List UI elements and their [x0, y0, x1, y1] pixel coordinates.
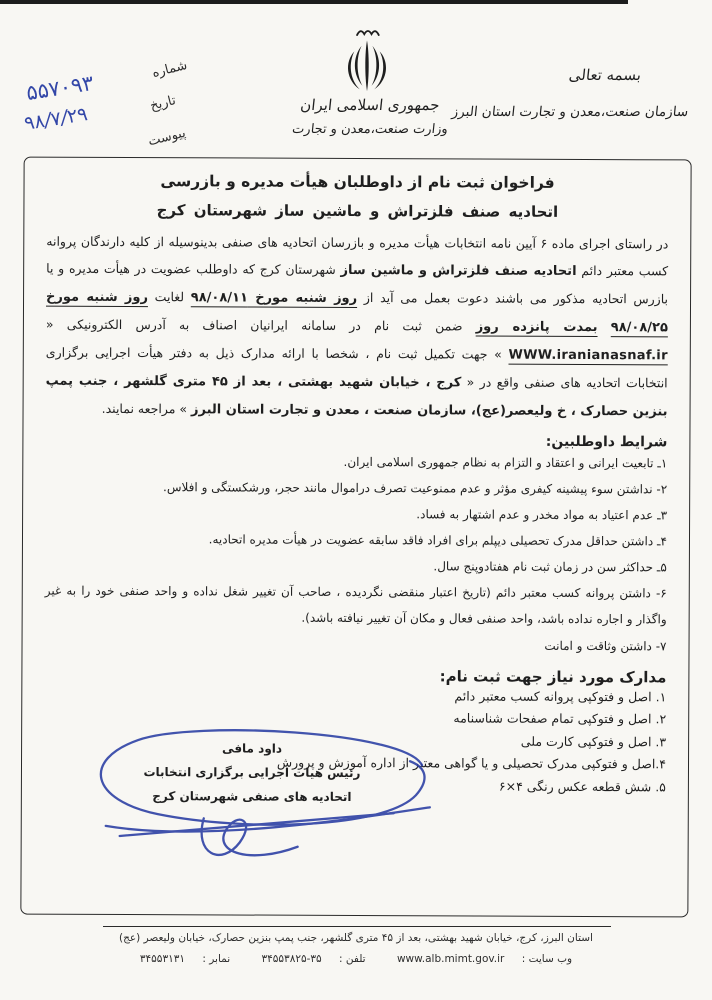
- signature-name: داود مافی: [222, 741, 283, 756]
- condition-item: ۳ـ عدم اعتیاد به مواد مخدر و عدم اشتهار به فساد.: [416, 507, 668, 523]
- conditions-heading: شرایط داوطلبین:: [545, 433, 668, 450]
- footer-phone-value: ۳۴۵۵۳۸۲۵-۳۵: [261, 953, 322, 965]
- document-item: ۴.اصل و فتوکپی مدرک تحصیلی و یا گواهی معتبر از اداره آموزش و پرورش: [276, 754, 667, 772]
- footer-divider: [103, 926, 611, 927]
- footer-fax-label: نمابر :: [202, 953, 231, 965]
- signature-role-line2: اتحادیه های صنفی شهرستان کرج: [152, 789, 352, 804]
- footer-contact-line: [86, 953, 626, 965]
- footer-address: استان البرز، کرج، خیابان شهید بهشتی، بعد از ۴۵ متری گلشهر، جنب پمپ بنزین حصارک، خیابان ولیعصر (عج): [119, 932, 593, 944]
- notice-title-line2: اتحادیه صنف فلزتراش و ماشین ساز شهرستان کرج: [156, 201, 559, 221]
- signature-role-line1: رئیس هیات اجرایی برگزاری انتخابات: [143, 765, 361, 781]
- document-item: ۲. اصل و فتوکپی تمام صفحات شناسنامه: [453, 710, 667, 727]
- footer-website-value: www.alb.mimt.gov.ir: [396, 953, 505, 965]
- footer-phone-label: تلفن :: [339, 953, 366, 965]
- signature-block: [82, 736, 422, 809]
- notice-box: [20, 157, 691, 918]
- condition-item: ۵ـ حداکثر سن در زمان ثبت نام هفتادوپنج سال.: [433, 559, 667, 575]
- condition-item: ۴ـ داشتن حداقل مدرک تحصیلی دیپلم برای افراد فاقد سابقه عضویت در هیأت مدیره اتحادیه.: [208, 532, 668, 549]
- footer-fax: [133, 953, 237, 965]
- bismillah-text: بسمه تعالی: [568, 66, 642, 84]
- footer-phone: [251, 953, 372, 965]
- condition-item: ۷- داشتن وثاقت و امانت: [544, 638, 667, 653]
- footer-website-label: وب سایت :: [521, 953, 573, 965]
- condition-item: ۶- داشتن پروانه کسب معتبر دائم (تاریخ اعتبار منقضی نگردیده ، صاحب آن تغییر شغل نداده و واحد صنفی خود را به غیر واگذار و اجاره نداده باشد، واحد صنفی فعال و مکان آن تغییر نیافته باشد).: [44, 583, 667, 627]
- condition-item: ۲- نداشتن سوء پیشینه کیفری مؤثر و عدم ممنوعیت تصرف دراموال مانند حجر، ورشکستگی و افلاس.: [163, 479, 668, 497]
- document-item: ۵. شش قطعه عکس رنگی ۴×۶: [498, 778, 666, 795]
- document-item: ۳. اصل و فتوکپی کارت ملی: [520, 733, 667, 750]
- organization-title: سازمان صنعت،معدن و تجارت استان البرز: [450, 104, 690, 120]
- document-item: ۱. اصل و فتوکپی پروانه کسب معتبر دائم: [454, 688, 667, 705]
- notice-paragraph: در راستای اجرای ماده ۶ آیین نامه انتخابات هیأت مدیره و بازرسان اتحادیه های صنفی بدینوسیله از کلیه دارندگان پروانه کسب معتبر دائم اتحادیه صنف فلزتراش و ماشین ساز شهرستان کرج که داوطلب عضویت در هیأت مدیره و یا بازرس اتحادیه مذکور می باشند دعوت بعمل می آید از روز شنبه مورخ ۹۸/۰۸/۱۱ لغایت روز شنبه مورخ ۹۸/۰۸/۲۵ بمدت پانزده روز ضمن ثبت نام در سامانه ایرانیان اصناف به آدرس الکترونیکی « WWW.iranianasnaf.ir » جهت تکمیل ثبت نام ، شخصا با ارائه مدارک ذیل به دفتر هیأت اجرایی برگزاری انتخابات اتحادیه های صنفی واقع در « کرج ، خیابان شهید بهشتی ، بعد از ۴۵ متری گلشهر ، جنب پمپ بنزین حصارک ، خ ولیعصر(عج)، سازمان صنعت ، معدن و تجارت استان البرز » مراجعه نمایند.: [45, 233, 669, 419]
- notice-title-line1: فراخوان ثبت نام از داوطلبان هیأت مدیره و بازرسی: [160, 172, 555, 192]
- handwritten-number: ۵۵۷۰۹۳: [24, 70, 96, 106]
- number-label: شماره: [150, 57, 189, 82]
- attachment-label: پیوست: [146, 125, 188, 150]
- condition-item: ۱ـ تابعیت ایرانی و اعتقاد و التزام به نظام جمهوری اسلامی ایران.: [343, 454, 668, 470]
- date-label: تاریخ: [148, 93, 178, 114]
- handwritten-date: ۹۸/۷/۲۹: [22, 103, 90, 135]
- footer-website: [387, 953, 579, 965]
- ministry-title: وزارت صنعت،معدن و تجارت: [291, 122, 449, 137]
- republic-title: جمهوری اسلامی ایران: [299, 96, 441, 114]
- iran-coat-of-arms-icon: [338, 26, 396, 106]
- footer-fax-value: ۳۴۵۵۳۱۳۱: [139, 953, 186, 965]
- documents-heading: مدارک مورد نیاز جهت ثبت نام:: [439, 667, 667, 687]
